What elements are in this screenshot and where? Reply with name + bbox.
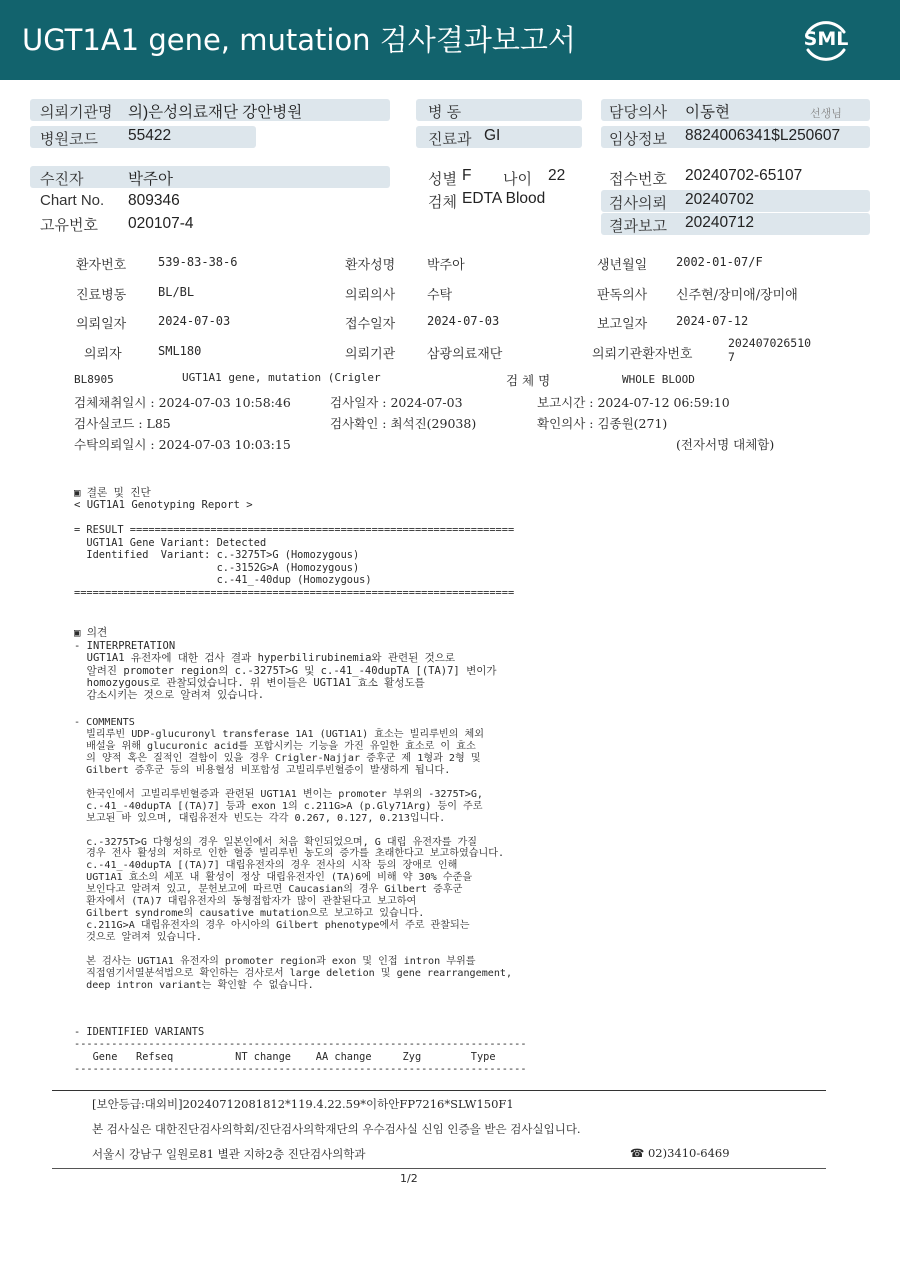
scan-r3-l2: 접수일자 xyxy=(345,317,396,332)
logo-text: SML xyxy=(803,28,849,50)
scan-r4-v3a: 202407026510 xyxy=(728,336,812,350)
footer-bottom-divider xyxy=(52,1168,826,1169)
security-line: [보안등급:대외비]20240712081812*119.4.22.59*이하안FP7216*SLW150F1 xyxy=(92,1097,514,1111)
report-title: UGT1A1 gene, mutation 검사결과보고서 xyxy=(22,23,576,57)
clinical-label: 임상정보 xyxy=(609,131,667,148)
collect-time: 검체채취일시 : 2024-07-03 10:58:46 xyxy=(74,395,291,410)
scan-r1-l3: 생년월일 xyxy=(597,258,648,273)
phone-line xyxy=(630,1146,730,1160)
exam-confirm: 검사확인 : 최석진(29038) xyxy=(330,416,477,431)
specimen-label: 검체 xyxy=(428,194,457,211)
scan-r1-v2: 박주아 xyxy=(427,258,465,273)
chart-value: 809346 xyxy=(128,192,180,209)
scan-r4-l3: 의뢰기관환자번호 xyxy=(592,347,693,362)
scan-r1-v3: 2002-01-07/F xyxy=(676,255,763,269)
age-value: 22 xyxy=(548,167,566,184)
scan-r4-v1: SML180 xyxy=(158,344,202,358)
doctor-suffix: 선생님 xyxy=(810,108,842,120)
scan-r4-v2: 삼광의료재단 xyxy=(427,347,503,362)
ward-label: 병 동 xyxy=(428,104,462,121)
scan-r4-l1: 의뢰자 xyxy=(84,347,122,362)
dept-value: GI xyxy=(484,127,501,144)
dept-label: 진료과 xyxy=(428,131,472,148)
scan-r2-l1: 진료병동 xyxy=(76,288,127,303)
opinion-heading: ▣ 의견 xyxy=(74,627,108,639)
req-label: 검사의뢰 xyxy=(609,195,667,212)
lab-code: 검사실코드 : L85 xyxy=(74,416,171,431)
address-line: 서울시 강남구 일원로81 별관 지하2층 진단검사의학과 xyxy=(92,1147,366,1161)
scan-r3-v2: 2024-07-03 xyxy=(427,314,500,328)
page-number: 1/2 xyxy=(400,1172,418,1185)
scan-r4-v3b: 7 xyxy=(728,350,735,364)
result-block: = RESULT ============================================================== UGT1A1 Gene Variant: Detected Identified Variant: c.-3275T>G (Homozygous) c.-3152G>A (Homozygous) c.-41_-40dup (Homozygous) ======================================================================= xyxy=(74,524,515,599)
phone-icon: ☎ xyxy=(630,1146,645,1160)
chart-label: Chart No. xyxy=(40,192,105,209)
doctor-label: 담당의사 xyxy=(609,104,667,121)
doctor-value: 이동현 xyxy=(685,104,730,121)
recv-label: 접수번호 xyxy=(609,171,667,188)
phone-number: 02)3410-6469 xyxy=(647,1146,730,1160)
req-value: 20240702 xyxy=(685,191,754,208)
scan-r3-v3: 2024-07-12 xyxy=(676,314,749,328)
scan-r2-l2: 의뢰의사 xyxy=(345,288,396,303)
scan-r3-v1: 2024-07-03 xyxy=(158,314,231,328)
scan-r3-l3: 보고일자 xyxy=(597,317,648,332)
code-label: 병원코드 xyxy=(40,131,98,148)
sex-label: 성별 xyxy=(428,171,457,188)
conclusion-subheading: < UGT1A1 Genotyping Report > xyxy=(74,499,253,511)
report-value: 20240712 xyxy=(685,214,754,231)
consign-time: 수탁의뢰일시 : 2024-07-03 10:03:15 xyxy=(74,437,291,452)
scan-r1-v1: 539-83-38-6 xyxy=(158,255,238,269)
cert-line: 본 검사실은 대한진단검사의학회/진단검사의학재단의 우수검사실 신임 인증을 받은 검사실입니다. xyxy=(92,1122,581,1136)
sex-value: F xyxy=(462,167,472,184)
spec-label: 검 체 명 xyxy=(506,373,551,388)
code-value: 55422 xyxy=(128,127,172,144)
org-label: 의뢰기관명 xyxy=(40,104,113,121)
patient-bar xyxy=(30,166,390,188)
uid-label: 고유번호 xyxy=(40,217,98,234)
scan-r2-v3: 신주현/장미애/장미애 xyxy=(676,288,798,303)
clinical-value: 8824006341$L250607 xyxy=(685,127,841,144)
scan-r4-l2: 의뢰기관 xyxy=(345,347,396,362)
exam-date: 검사일자 : 2024-07-03 xyxy=(330,395,463,410)
scan-r2-v1: BL/BL xyxy=(158,285,195,299)
confirm-doctor: 확인의사 : 김종원(271) xyxy=(537,416,668,431)
esign-note: (전자서명 대체함) xyxy=(676,437,775,452)
scan-r1-l2: 환자성명 xyxy=(345,258,396,273)
org-value: 의)은성의료재단 강안병원 xyxy=(128,104,303,121)
scan-r2-l3: 판독의사 xyxy=(597,288,648,303)
test-name: UGT1A1 gene, mutation (Crigler xyxy=(182,371,381,384)
specimen-value: EDTA Blood xyxy=(462,190,546,207)
comments-block: - COMMENTS 빌리루빈 UDP-glucuronyl transferase 1A1 (UGT1A1) 효소는 빌리루빈의 체외 배설을 위해 glucuronic acid를 포합시키는 기능을 가진 유일한 효소로 이 효소 의 양적 혹은 질적인 결함이 있을 경우 Crigler-Najjar 증후군 제 1형과 2형 및 Gilbert 증후군 등의 비용혈성 비포합성 고빌리루빈혈증이 발생하게 됩니다. 한국인에서 고빌리루빈혈증과 관련된 UGT1A1 변이는 promoter 부위의 -3275T>G, c.-41_-40dupTA [(TA)7] 등과 exon 1의 c.211G>A (p.Gly71Arg) 등이 주로 보고된 바 있으며, 대립유전자 빈도는 각각 0.267, 0.127, 0.213입니다. c.-3275T>G 다형성의 경우 일본인에서 처음 확인되었으며, G 대립 유전자를 가질 경우 전사 활성의 저하로 인한 혈중 빌리루빈 농도의 증가를 초래한다고 보고하였습니다. c.-41_-40dupTA [(TA)7] 대립유전자의 경우 전사의 시작 등의 장애로 인해 UGT1A1 효소의 세포 내 활성이 정상 대립유전자인 (TA)6에 비해 약 30% 수준을 보인다고 알려져 있고, 문헌보고에 따르면 Caucasian의 경우 Gilbert 증후군 환자에서 (TA)7 대립유전자의 동형접합자가 많이 관찰된다고 보고하여 Gilbert syndrome의 causative mutation으로 보고하고 있습니다. c.211G>A 대립유전자의 경우 아시아의 Gilbert phenotype에서 주로 관찰되는 것으로 알려져 있습니다. 본 검사는 UGT1A1 유전자의 promoter region과 exon 및 인접 intron 부위를 직접염기서열분석법으로 확인하는 검사로서 large deletion 및 gene rearrangement, deep intron variant는 확인할 수 없습니다. xyxy=(74,717,513,991)
scan-r1-l1: 환자번호 xyxy=(76,258,127,273)
conclusion-heading: ▣ 결론 및 진단 xyxy=(74,487,151,499)
footer-divider xyxy=(52,1090,826,1091)
report-header xyxy=(0,0,900,80)
patient-label: 수진자 xyxy=(40,171,84,188)
recv-value: 20240702-65107 xyxy=(685,167,803,184)
uid-value: 020107-4 xyxy=(128,215,194,232)
test-code: BL8905 xyxy=(74,373,114,386)
report-label: 결과보고 xyxy=(609,218,667,235)
interpretation-block: - INTERPRETATION UGT1A1 유전자에 대한 검사 결과 hyperbilirubinemia와 관련된 것으로 알려진 promoter region의 c.-3275T>G 및 c.-41_-40dupTA [(TA)7] 변이가 homozygous로 관찰되었습니다. 위 변이들은 UGT1A1 효소 활성도를 감소시키는 것으로 알려져 있습니다. xyxy=(74,640,497,702)
report-time: 보고시간 : 2024-07-12 06:59:10 xyxy=(537,395,730,410)
sml-logo xyxy=(798,12,854,68)
scan-r2-v2: 수탁 xyxy=(427,288,453,303)
scan-r3-l1: 의뢰일자 xyxy=(76,317,127,332)
patient-value: 박주아 xyxy=(128,171,173,188)
identified-variants-block: - IDENTIFIED VARIANTS ------------------------------------------------------------------------- Gene Refseq NT change AA change Zyg Type ------------------------------------------------------------------------- xyxy=(74,1026,527,1076)
spec-value: WHOLE BLOOD xyxy=(622,373,695,386)
age-label: 나이 xyxy=(503,171,532,188)
